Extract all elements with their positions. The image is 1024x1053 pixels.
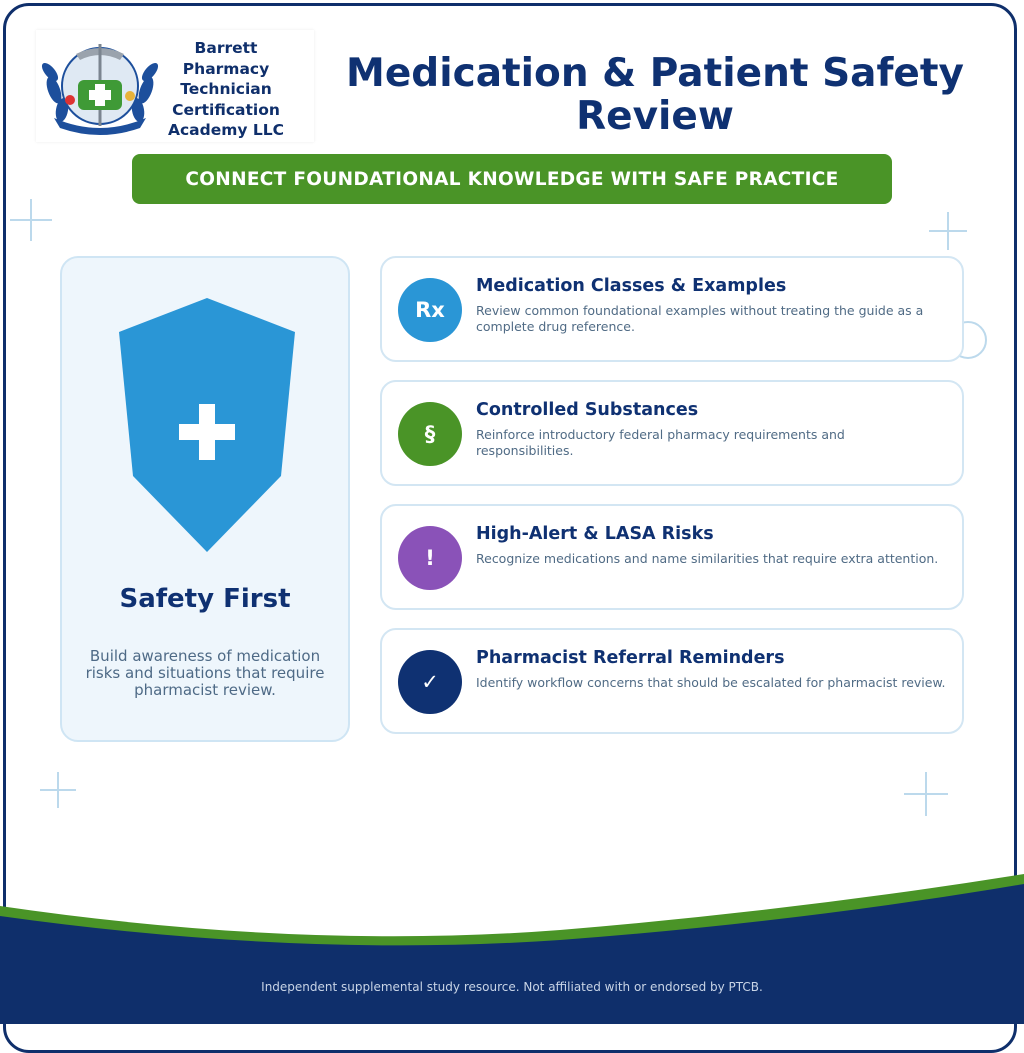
academy-name-line: Technician xyxy=(180,80,272,98)
green-banner: CONNECT FOUNDATIONAL KNOWLEDGE WITH SAFE PRACTICE xyxy=(132,154,892,204)
topic-card-pharmacist-referral xyxy=(380,628,964,734)
safety-card-title: Safety First xyxy=(119,584,291,614)
exclamation-icon: ! xyxy=(398,526,462,590)
academy-name-line: Barrett xyxy=(194,39,258,57)
topic-description: Identify workflow concerns that should be escalated for pharmacist review. xyxy=(476,675,946,690)
topic-title: Controlled Substances xyxy=(476,400,699,420)
topic-title: Pharmacist Referral Reminders xyxy=(476,648,785,668)
section-sign-icon: § xyxy=(398,402,462,466)
academy-name xyxy=(164,38,288,141)
checkmark-icon: ✓ xyxy=(398,650,462,714)
topic-title: Medication Classes & Examples xyxy=(476,276,787,296)
topic-title: High-Alert & LASA Risks xyxy=(476,524,714,544)
topic-card-controlled-substances xyxy=(380,380,964,486)
footer-wave xyxy=(0,870,1024,1024)
shield-plus-icon xyxy=(117,294,297,556)
footer-disclaimer: Independent supplemental study resource. Not affiliated with or endorsed by PTCB. xyxy=(261,980,763,994)
topic-description: Review common foundational examples without treating the guide as a complete drug reference. xyxy=(476,303,924,334)
safety-card-description: Build awareness of medication risks and situations that require pharmacist review. xyxy=(85,647,325,699)
safety-first-card xyxy=(60,256,350,742)
topic-description: Recognize medications and name similarities that require extra attention. xyxy=(476,551,939,566)
topic-card-medication-classes xyxy=(380,256,964,362)
academy-name-line: Academy LLC xyxy=(167,121,285,139)
rx-icon: Rx xyxy=(398,278,462,342)
academy-name-line: Pharmacy xyxy=(182,59,270,78)
topic-description: Reinforce introductory federal pharmacy requirements and responsibilities. xyxy=(476,427,845,458)
academy-name-line: Certification xyxy=(172,100,280,119)
academy-logo xyxy=(36,30,314,142)
page-title: Medication & Patient Safety Review xyxy=(346,51,964,139)
pharmacy-emblem-icon xyxy=(40,34,160,138)
topic-card-high-alert xyxy=(380,504,964,610)
